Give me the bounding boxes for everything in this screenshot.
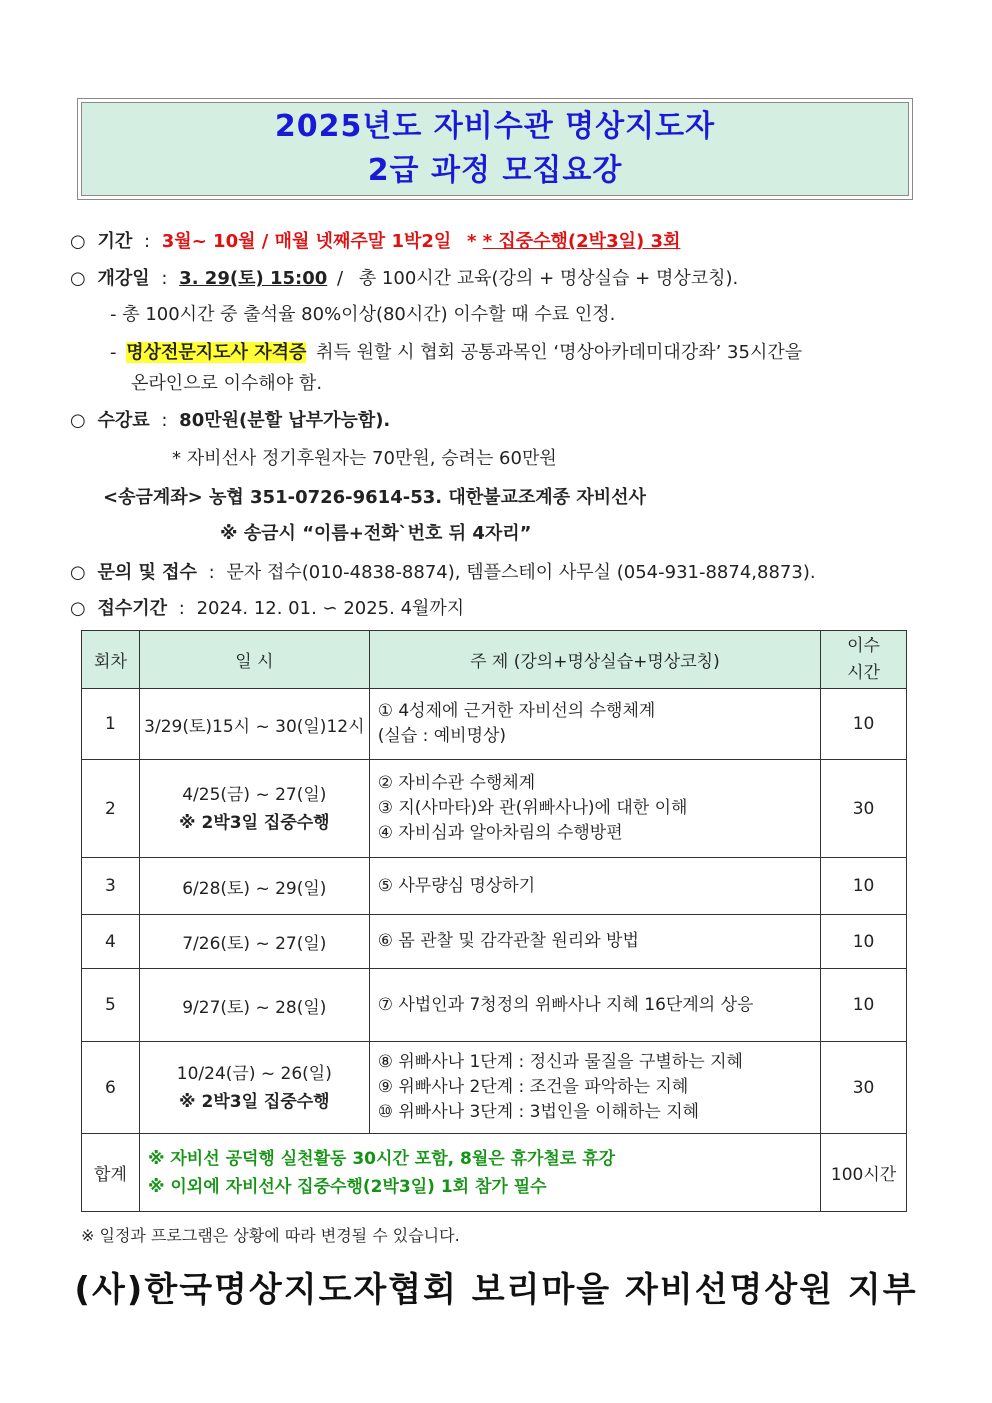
round-cell: 5 <box>82 969 140 1042</box>
hours-cell: 10 <box>821 915 907 969</box>
period-label: 기간 <box>97 231 133 252</box>
intensive-prefix: * <box>467 231 483 252</box>
table-row <box>82 689 907 760</box>
title-box <box>77 98 913 200</box>
note-certificate-line2: 온라인으로 이수해야 함. <box>131 373 323 394</box>
header-hours <box>821 631 907 689</box>
topic-item: ① 4성제에 근거한 자비선의 수행체계 <box>377 701 656 721</box>
separator: : <box>161 410 168 431</box>
topic-cell <box>369 760 820 858</box>
topic-item: (실습 : 예비명상) <box>377 726 507 746</box>
table-row <box>82 1042 907 1134</box>
reception-value: 2024. 12. 01. ∽ 2025. 4월까지 <box>196 598 465 619</box>
date-cell: 9/27(토) ~ 28(일) <box>139 969 369 1042</box>
header-hours-line2: 시간 <box>847 662 880 683</box>
total-note-1: ※ 자비선 공덕행 실천활동 30시간 포함, 8월은 휴가철로 휴강 <box>147 1148 616 1169</box>
date-cell <box>139 760 369 858</box>
hours-cell: 10 <box>821 858 907 915</box>
date-cell: 3/29(토)15시 ~ 30(일)12시 <box>139 689 369 760</box>
hours-cell: 10 <box>821 969 907 1042</box>
title-inner <box>81 102 909 196</box>
total-note-2: ※ 이외에 자비선사 집중수행(2박3일) 1회 참가 필수 <box>147 1176 547 1197</box>
bullet-circle: ○ <box>70 268 86 289</box>
period-value: 3월~ 10월 / 매월 넷째주말 1박2일 <box>161 231 452 252</box>
fee-note: * 자비선사 정기후원자는 70만원, 승려는 60만원 <box>172 448 557 469</box>
opening-date: 3. 29(토) 15:00 <box>179 268 328 289</box>
reception-label: 접수기간 <box>97 598 168 619</box>
fee-value: 80만원(분할 납부가능함). <box>179 410 391 431</box>
topic-item: ② 자비수관 수행체계 <box>377 773 536 793</box>
header-date: 일 시 <box>139 631 369 689</box>
round-cell: 2 <box>82 760 140 858</box>
table-header-row <box>82 631 907 689</box>
table-row <box>82 858 907 915</box>
bullet-circle: ○ <box>70 562 86 583</box>
date-cell: 6/28(토) ~ 29(일) <box>139 858 369 915</box>
inquiry-line <box>70 558 816 584</box>
total-label: 합계 <box>82 1134 140 1212</box>
round-cell: 1 <box>82 689 140 760</box>
note-attendance: - 총 100시간 중 출석율 80%이상(80시간) 이수할 때 수료 인정. <box>110 304 616 325</box>
title-line-2: 2급 과정 모집요강 <box>367 153 623 188</box>
round-cell: 4 <box>82 915 140 969</box>
period-line <box>70 227 680 253</box>
topic-item: ④ 자비심과 알아차림의 수행방편 <box>377 823 623 843</box>
disclaimer: ※ 일정과 프로그램은 상황에 따라 변경될 수 있습니다. <box>81 1226 460 1245</box>
bullet-circle: ○ <box>70 410 86 431</box>
topic-item: ⑩ 위빠사나 3단계 : 3법인을 이해하는 지혜 <box>377 1102 700 1122</box>
footer-organization: (사)한국명상지도자협회 보리마을 자비선명상원 지부 <box>74 1270 918 1310</box>
inquiry-label: 문의 및 접수 <box>97 562 197 583</box>
intensive-note: * 집중수행(2박3일) 3회 <box>482 231 681 252</box>
total-hours: 100시간 <box>821 1134 907 1212</box>
round-cell: 3 <box>82 858 140 915</box>
topic-cell <box>369 915 820 969</box>
date-note: ※ 2박3일 집중수행 <box>179 812 330 833</box>
hours-cell: 10 <box>821 689 907 760</box>
fee-line <box>70 406 390 432</box>
account-info: <송금계좌> 농협 351-0726-9614-53. 대한불교조계종 자비선사 <box>103 487 646 508</box>
header-topic: 주 제 (강의+명상실습+명상코칭) <box>369 631 820 689</box>
table-row <box>82 760 907 858</box>
note-certificate <box>110 338 802 364</box>
total-notes <box>139 1134 820 1212</box>
schedule-table <box>81 630 907 1212</box>
title-line-1: 2025년도 자비수관 명상지도자 <box>274 109 716 144</box>
table-row <box>82 915 907 969</box>
dash: - <box>110 342 117 363</box>
topic-cell <box>369 969 820 1042</box>
hours-cell: 30 <box>821 1042 907 1134</box>
bullet-circle: ○ <box>70 598 86 619</box>
certificate-rest: 취득 원할 시 협회 공통과목인 ‘명상아카데미대강좌’ 35시간을 <box>316 342 803 363</box>
topic-item: ⑨ 위빠사나 2단계 : 조건을 파악하는 지혜 <box>377 1077 689 1097</box>
topic-cell <box>369 858 820 915</box>
fee-label: 수강료 <box>97 410 150 431</box>
topic-cell <box>369 1042 820 1134</box>
bullet-circle: ○ <box>70 231 86 252</box>
date-cell: 7/26(토) ~ 27(일) <box>139 915 369 969</box>
separator: : <box>208 562 215 583</box>
separator: : <box>161 268 168 289</box>
slash: / <box>337 268 344 289</box>
inquiry-value: 문자 접수(010-4838-8874), 템플스테이 사무실 (054-931-8874,8873). <box>226 562 816 583</box>
separator: : <box>143 231 151 252</box>
table-total-row <box>82 1134 907 1212</box>
remit-note: ※ 송금시 “이름+전화`번호 뒤 4자리” <box>220 523 532 544</box>
separator: : <box>178 598 185 619</box>
opening-desc: 총 100시간 교육(강의 + 명상실습 + 명상코칭). <box>358 268 739 289</box>
date-text: 10/24(금) ~ 26(일) <box>176 1063 332 1084</box>
date-note: ※ 2박3일 집중수행 <box>179 1091 330 1112</box>
round-cell: 6 <box>82 1042 140 1134</box>
header-hours-line1: 이수 <box>847 635 880 656</box>
date-text: 4/25(금) ~ 27(일) <box>182 784 327 805</box>
certificate-highlight: 명상전문지도사 자격증 <box>126 342 307 363</box>
topic-item: ⑧ 위빠사나 1단계 : 정신과 물질을 구별하는 지혜 <box>377 1052 743 1072</box>
reception-line <box>70 594 464 620</box>
opening-line <box>70 264 738 290</box>
hours-cell: 30 <box>821 760 907 858</box>
topic-cell <box>369 689 820 760</box>
topic-item: ⑥ 몸 관찰 및 감각관찰 원리와 방법 <box>377 931 639 951</box>
topic-item: ③ 지(사마타)와 관(위빠사나)에 대한 이해 <box>377 798 688 818</box>
date-cell <box>139 1042 369 1134</box>
topic-item: ⑦ 사법인과 7청정의 위빠사나 지혜 16단계의 상응 <box>377 994 754 1015</box>
header-round: 회차 <box>82 631 140 689</box>
topic-item: ⑤ 사무량심 명상하기 <box>377 875 536 896</box>
table-row <box>82 969 907 1042</box>
opening-label: 개강일 <box>97 268 150 289</box>
